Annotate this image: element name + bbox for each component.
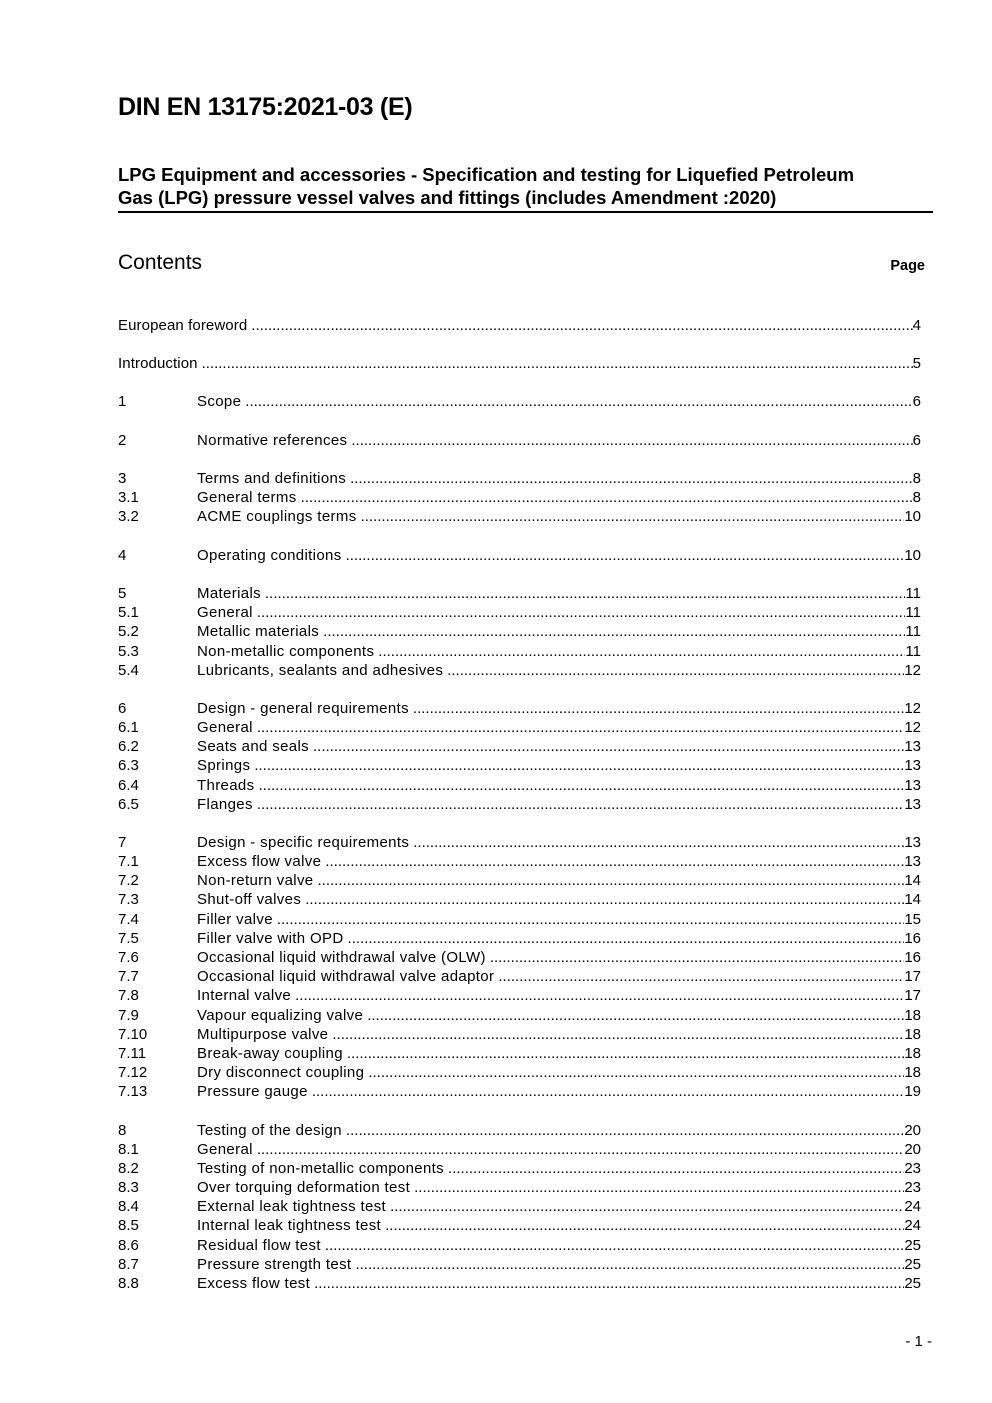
toc-entry-title: Normative references (197, 432, 348, 449)
toc-entry-number: 7.7 (118, 968, 139, 985)
toc-dot-leader (257, 1140, 904, 1159)
toc-entry[interactable] (118, 718, 921, 737)
toc-entry-page: 24 (904, 1198, 921, 1215)
toc-entry-title: Internal leak tightness test (197, 1217, 382, 1234)
toc-dot-leader (301, 488, 913, 507)
toc-entry-title: Lubricants, sealants and adhesives (197, 662, 444, 679)
toc-entry-page: 18 (904, 1045, 921, 1062)
toc-entry-number: 8.1 (118, 1141, 139, 1158)
page-number: - 1 - (905, 1333, 932, 1350)
toc-entry-title: Testing of the design (197, 1122, 342, 1139)
toc-entry-number: 5.4 (118, 662, 139, 679)
toc-entry-number: 7.9 (118, 1007, 139, 1024)
toc-entry-title: Metallic materials (197, 623, 320, 640)
toc-entry-page: 13 (904, 796, 921, 813)
toc-entry-page: 16 (904, 949, 921, 966)
toc-dot-leader (346, 546, 905, 565)
toc-entry-page: 25 (904, 1275, 921, 1292)
toc-entry-title: Threads (197, 777, 255, 794)
toc-entry[interactable] (118, 1216, 921, 1235)
toc-entry-title: Filler valve with OPD (197, 930, 344, 947)
toc-dot-leader (305, 890, 904, 909)
toc-entry-number: 7.2 (118, 872, 139, 889)
toc-entry-title: Internal valve (197, 987, 292, 1004)
toc-dot-leader (257, 603, 906, 622)
toc-entry-number: 5.1 (118, 604, 139, 621)
toc-dot-leader (325, 1236, 904, 1255)
toc-entry-number: 8 (118, 1122, 127, 1139)
toc-entry-page: 19 (904, 1083, 921, 1100)
toc-entry[interactable] (118, 948, 921, 967)
toc-dot-leader (414, 1178, 904, 1197)
toc-dot-leader (413, 833, 904, 852)
toc-entry-number: 8.7 (118, 1256, 139, 1273)
toc-entry[interactable] (118, 488, 921, 507)
toc-entry-title: Residual flow test (197, 1237, 321, 1254)
toc-dot-leader (348, 929, 905, 948)
toc-dot-leader (325, 852, 904, 871)
toc-entry-title: Multipurpose valve (197, 1026, 329, 1043)
toc-entry-title: Non-return valve (197, 872, 314, 889)
toc-entry-title: External leak tightness test (197, 1198, 387, 1215)
toc-entry-title: General terms (197, 489, 297, 506)
toc-entry-number: 6.4 (118, 777, 139, 794)
toc-entry-number: 7.10 (118, 1026, 148, 1043)
subtitle-line-2: Gas (LPG) pressure vessel valves and fittings (includes Amendment :2020) (118, 187, 777, 208)
toc-entry[interactable] (118, 316, 921, 335)
toc-entry-page: 11 (905, 604, 921, 621)
toc-entry[interactable] (118, 1178, 921, 1197)
toc-entry[interactable] (118, 392, 921, 411)
toc-entry-page: 17 (904, 987, 921, 1004)
toc-dot-leader (490, 948, 904, 967)
toc-entry-page: 14 (904, 872, 921, 889)
toc-entry-number: 7.1 (118, 853, 139, 870)
toc-entry-page: 12 (904, 700, 921, 717)
toc-entry-number: 7.11 (118, 1045, 147, 1062)
toc-entry-title: Non-metallic components (197, 643, 375, 660)
toc-entry-title: Introduction (118, 355, 198, 372)
toc-entry-page: 18 (904, 1026, 921, 1043)
toc-entry-page: 16 (904, 930, 921, 947)
toc-entry[interactable] (118, 795, 921, 814)
toc-dot-leader (251, 316, 912, 335)
toc-entry-page: 23 (904, 1160, 921, 1177)
toc-dot-leader (257, 718, 904, 737)
toc-entry-page: 11 (905, 643, 921, 660)
toc-dot-leader (498, 967, 904, 986)
toc-entry[interactable] (118, 890, 921, 909)
toc-entry-number: 6 (118, 700, 127, 717)
toc-entry-number: 3 (118, 470, 127, 487)
toc-dot-leader (258, 776, 904, 795)
toc-entry-title: Materials (197, 585, 261, 602)
toc-entry[interactable] (118, 661, 921, 680)
toc-entry-number: 7.3 (118, 891, 139, 908)
toc-entry[interactable] (118, 1255, 921, 1274)
toc-entry[interactable] (118, 776, 921, 795)
toc-entry-page: 8 (912, 470, 921, 487)
toc-entry[interactable] (118, 833, 921, 852)
toc-dot-leader (245, 392, 912, 411)
toc-entry-number: 6.1 (118, 719, 139, 736)
toc-entry-number: 7.13 (118, 1083, 148, 1100)
toc-entry-number: 7.12 (118, 1064, 148, 1081)
toc-dot-leader (332, 1025, 904, 1044)
contents-heading: Contents (118, 251, 203, 274)
toc-dot-leader (265, 584, 905, 603)
toc-entry-page: 18 (904, 1007, 921, 1024)
toc-entry[interactable] (118, 1197, 921, 1216)
toc-dot-leader (314, 1274, 904, 1293)
toc-entry-title: Occasional liquid withdrawal valve adaptor (197, 968, 495, 985)
toc-entry[interactable] (118, 603, 921, 622)
toc-entry[interactable] (118, 910, 921, 929)
toc-entry-page: 17 (904, 968, 921, 985)
toc-entry[interactable] (118, 852, 921, 871)
toc-dot-leader (347, 1044, 904, 1063)
toc-dot-leader (323, 622, 905, 641)
toc-entry[interactable] (118, 737, 921, 756)
toc-entry[interactable] (118, 1236, 921, 1255)
toc-entry-page: 11 (905, 623, 921, 640)
toc-entry-page: 23 (904, 1179, 921, 1196)
toc-entry-title: Break-away coupling (197, 1045, 343, 1062)
toc-entry-number: 7 (118, 834, 127, 851)
toc-entry-page: 15 (904, 911, 921, 928)
toc-entry-title: General (197, 604, 253, 621)
toc-entry-number: 4 (118, 547, 127, 564)
toc-entry-page: 14 (904, 891, 921, 908)
toc-entry[interactable] (118, 756, 921, 775)
toc-entry[interactable] (118, 986, 921, 1005)
toc-entry[interactable] (118, 546, 921, 565)
toc-entry-title: Operating conditions (197, 547, 342, 564)
toc-entry-title: Flanges (197, 796, 253, 813)
subtitle-line-1: LPG Equipment and accessories - Specification and testing for Liquefied Petroleum (118, 164, 855, 185)
toc-entry-number: 8.4 (118, 1198, 139, 1215)
toc-entry[interactable] (118, 699, 921, 718)
toc-entry[interactable] (118, 431, 921, 450)
toc-entry-number: 8.2 (118, 1160, 139, 1177)
toc-entry-number: 7.5 (118, 930, 139, 947)
toc-entry-number: 2 (118, 432, 127, 449)
toc-dot-leader (390, 1197, 904, 1216)
toc-entry[interactable] (118, 622, 921, 641)
toc-entry-title: Design - specific requirements (197, 834, 410, 851)
toc-dot-leader (351, 431, 912, 450)
toc-dot-leader (413, 699, 904, 718)
toc-entry-title: Occasional liquid withdrawal valve (OLW) (197, 949, 486, 966)
toc-entry[interactable] (118, 507, 921, 526)
toc-entry-page: 13 (904, 834, 921, 851)
toc-entry-page: 8 (912, 489, 921, 506)
toc-dot-leader (295, 986, 904, 1005)
toc-entry-page: 13 (904, 738, 921, 755)
toc-entry-page: 20 (904, 1122, 921, 1139)
toc-dot-leader (378, 642, 905, 661)
toc-entry-title: Shut-off valves (197, 891, 302, 908)
toc-entry-number: 5.3 (118, 643, 139, 660)
toc-entry[interactable] (118, 1082, 921, 1101)
toc-entry-number: 6.3 (118, 757, 139, 774)
toc-entry-title: Excess flow valve (197, 853, 322, 870)
toc-entry[interactable] (118, 469, 921, 488)
toc-entry-title: Pressure gauge (197, 1083, 308, 1100)
toc-entry-page: 6 (912, 432, 921, 449)
toc-entry[interactable] (118, 1044, 921, 1063)
toc-entry-page: 10 (904, 508, 921, 525)
toc-entry-title: Scope (197, 393, 242, 410)
document-subtitle (118, 163, 933, 213)
toc-entry-page: 10 (904, 547, 921, 564)
toc-entry-page: 12 (904, 662, 921, 679)
toc-entry[interactable] (118, 642, 921, 661)
toc-entry-title: Pressure strength test (197, 1256, 352, 1273)
toc-dot-leader (312, 1082, 905, 1101)
toc-entry-page: 25 (904, 1256, 921, 1273)
toc-entry-title: Terms and definitions (197, 470, 347, 487)
toc-dot-leader (313, 737, 904, 756)
toc-entry-number: 3.1 (118, 489, 139, 506)
toc-dot-leader (361, 507, 905, 526)
toc-entry-page: 24 (904, 1217, 921, 1234)
toc-entry-title: Design - general requirements (197, 700, 409, 717)
toc-entry-page: 12 (904, 719, 921, 736)
toc-entry-title: Filler valve (197, 911, 273, 928)
toc-dot-leader (367, 1006, 904, 1025)
toc-entry-title: ACME couplings terms (197, 508, 357, 525)
toc-entry-title: European foreword (118, 317, 248, 334)
toc-dot-leader (350, 469, 913, 488)
toc-entry-title: Springs (197, 757, 251, 774)
toc-entry-title: General (197, 1141, 253, 1158)
toc-entry-title: Testing of non-metallic components (197, 1160, 445, 1177)
toc-dot-leader (254, 756, 904, 775)
toc-dot-leader (317, 871, 904, 890)
toc-entry[interactable] (118, 929, 921, 948)
document-title: DIN EN 13175:2021-03 (E) (118, 93, 413, 121)
toc-entry-title: Excess flow test (197, 1275, 311, 1292)
toc-dot-leader (448, 1159, 904, 1178)
toc-entry-number: 6.2 (118, 738, 139, 755)
toc-entry-page: 6 (912, 393, 921, 410)
page-column-label: Page (890, 258, 925, 274)
toc-entry-number: 5 (118, 585, 127, 602)
toc-dot-leader (202, 354, 913, 373)
toc-entry-page: 13 (904, 853, 921, 870)
toc-entry[interactable] (118, 967, 921, 986)
toc-entry[interactable] (118, 1063, 921, 1082)
toc-entry-number: 6.5 (118, 796, 139, 813)
toc-entry-page: 20 (904, 1141, 921, 1158)
toc-entry[interactable] (118, 1159, 921, 1178)
toc-entry-page: 13 (904, 757, 921, 774)
toc-entry-number: 1 (118, 393, 127, 410)
toc-entry[interactable] (118, 1006, 921, 1025)
toc-entry[interactable] (118, 1274, 921, 1293)
toc-dot-leader (257, 795, 904, 814)
toc-entry-number: 8.5 (118, 1217, 139, 1234)
toc-dot-leader (385, 1216, 904, 1235)
toc-entry-page: 25 (904, 1237, 921, 1254)
toc-entry[interactable] (118, 871, 921, 890)
toc-entry-number: 8.6 (118, 1237, 139, 1254)
toc-entry-title: Seats and seals (197, 738, 309, 755)
toc-entry-page: 11 (905, 585, 921, 602)
toc-entry-title: Dry disconnect coupling (197, 1064, 365, 1081)
toc-dot-leader (355, 1255, 904, 1274)
toc-entry-number: 7.8 (118, 987, 139, 1004)
toc-dot-leader (447, 661, 904, 680)
toc-entry-page: 5 (912, 355, 921, 372)
toc-entry-page: 13 (904, 777, 921, 794)
toc-dot-leader (277, 910, 904, 929)
toc-entry-title: Vapour equalizing valve (197, 1007, 364, 1024)
toc-entry-number: 8.3 (118, 1179, 139, 1196)
toc-entry[interactable] (118, 354, 921, 373)
toc-entry-page: 4 (912, 317, 921, 334)
toc-entry-number: 8.8 (118, 1275, 139, 1292)
toc-dot-leader (346, 1121, 904, 1140)
toc-entry[interactable] (118, 584, 921, 603)
toc-entry[interactable] (118, 1025, 921, 1044)
toc-entry-number: 7.6 (118, 949, 139, 966)
toc-entry-number: 7.4 (118, 911, 139, 928)
toc-entry-title: Over torquing deformation test (197, 1179, 411, 1196)
toc-dot-leader (368, 1063, 904, 1082)
toc-entry[interactable] (118, 1121, 921, 1140)
toc-entry-number: 3.2 (118, 508, 139, 525)
toc-entry-page: 18 (904, 1064, 921, 1081)
toc-entry[interactable] (118, 1140, 921, 1159)
toc-entry-number: 5.2 (118, 623, 139, 640)
toc-entry-title: General (197, 719, 253, 736)
